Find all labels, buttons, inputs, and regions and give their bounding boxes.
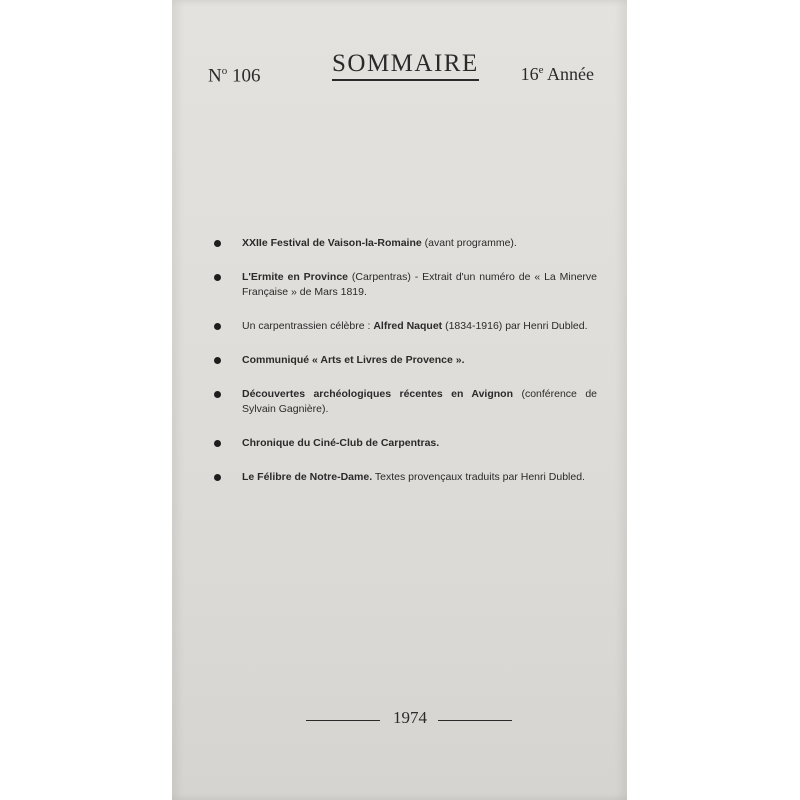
toc-item <box>212 353 597 368</box>
toc-item-title: Chronique du Ciné-Club de Carpentras. <box>242 437 440 449</box>
bullet-icon <box>214 274 221 281</box>
footer-rule-left <box>306 720 380 721</box>
bullet-icon <box>214 391 221 398</box>
toc-item-detail: (avant programme). <box>421 237 517 249</box>
bullet-icon <box>214 440 221 447</box>
bullet-icon <box>214 474 221 481</box>
toc-item <box>212 387 597 417</box>
issue-number: $N^o$ 106 <box>208 65 261 87</box>
toc-item-title: Découvertes archéologiques récentes en Avignon <box>242 388 514 400</box>
table-of-contents <box>212 236 597 485</box>
toc-item-title: Le Félibre de Notre-Dame. <box>242 471 373 483</box>
toc-item <box>212 436 597 451</box>
toc-item <box>212 270 597 300</box>
toc-item <box>212 236 597 251</box>
year-of-publication-label: 16e Année <box>520 64 594 84</box>
bullet-icon <box>214 323 221 330</box>
toc-item <box>212 470 597 485</box>
page-footer <box>172 708 627 732</box>
bullet-icon <box>214 240 221 247</box>
publication-year: 1974 <box>393 708 427 727</box>
toc-item-detail: (conférence de Sylvain Gagnière). <box>242 388 597 415</box>
bullet-icon <box>214 357 221 364</box>
toc-item <box>212 319 597 334</box>
document-page <box>172 0 627 800</box>
footer-rule-right <box>438 720 512 721</box>
page-header <box>172 48 627 88</box>
toc-item-title: Alfred Naquet <box>373 320 443 332</box>
toc-item-title: XXIIe Festival de Vaison-la-Romaine <box>242 237 422 249</box>
page-title: SOMMAIRE <box>332 50 479 81</box>
toc-item-title: Communiqué « Arts et Livres de Provence ». <box>242 354 465 366</box>
toc-item-detail: Textes provençaux traduits par Henri Dubled. <box>372 471 585 483</box>
toc-item-title: L'Ermite en Province <box>242 271 349 283</box>
toc-item-lead: Un carpentrassien célèbre : <box>242 320 374 332</box>
toc-item-detail: (Carpentras) - Extrait d'un numéro de « La Minerve Française » de Mars 1819. <box>242 271 597 298</box>
toc-item-detail: (1834-1916) par Henri Dubled. <box>442 320 588 332</box>
